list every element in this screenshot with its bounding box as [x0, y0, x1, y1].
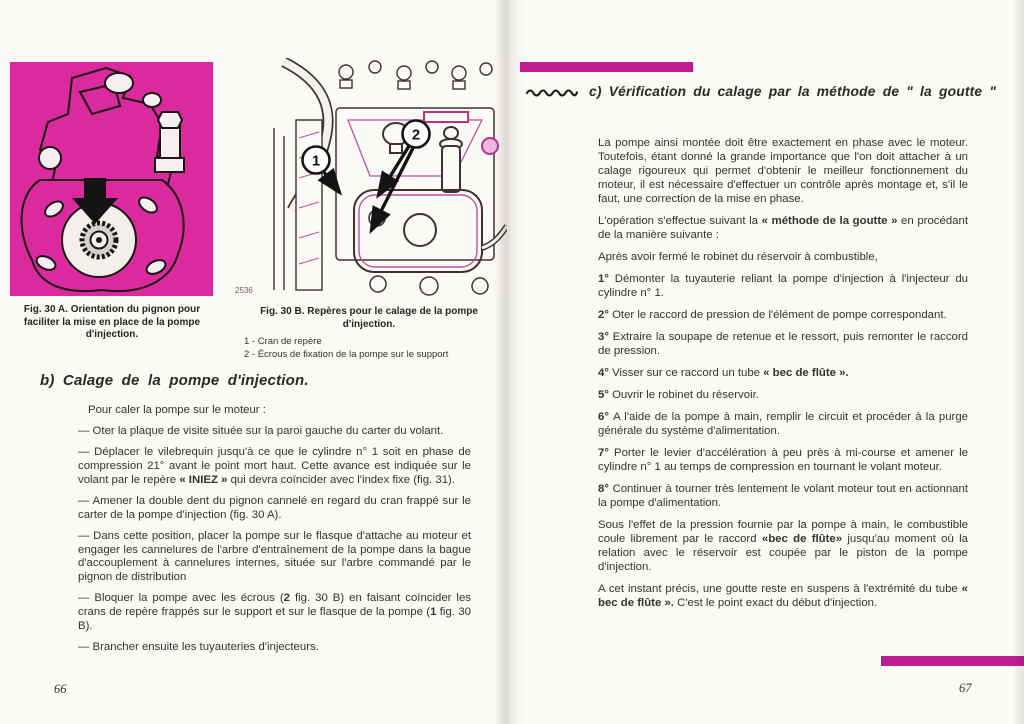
accent-bar-bottom: [881, 656, 1024, 666]
paragraph: L'opération s'effectue suivant la « méthode de la goutte » en procédant de la manière suivante :: [598, 215, 968, 241]
step-item: 2° Oter le raccord de pression de l'élément de pompe correspondant.: [598, 309, 947, 321]
page-number-right: 67: [959, 681, 972, 695]
accent-bar-top: [520, 62, 693, 72]
step-item: 7° Porter le levier d'accélération à peu près à mi-course et amener le cylindre n° 1 au temps de compression en tournant le volant moteur.: [598, 447, 968, 473]
callout-1-label: 1: [311, 152, 321, 170]
figure-30b: [228, 58, 507, 298]
figure-30b-image: [228, 58, 507, 298]
figure-30b-legend-item: 2 - Écrous de fixation de la pompe sur le support: [244, 349, 449, 360]
intro-line: Pour caler la pompe sur le moteur :: [88, 404, 266, 416]
callout-2-badge: [403, 121, 430, 148]
step-item: 5° Ouvrir le robinet du réservoir.: [598, 389, 759, 401]
plate-number: 2536: [235, 286, 253, 295]
figure-30a: [10, 62, 213, 296]
figure-30b-caption-block: [236, 306, 502, 361]
paragraph: Après avoir fermé le robinet du réservoir à combustible,: [598, 251, 878, 263]
section-heading-b: b) Calage de la pompe d'injection.: [40, 372, 309, 389]
paragraph: La pompe ainsi montée doit être exactement en phase avec le moteur. Toutefois, étant donné la grande importance que l'on doit attacher à un calage rigoureux qui permet d'obtenir le meilleur fonctionnement du moteur, il est nécessaire d'effectuer un contrôle après montage et, s'il le faut, une correction de la mise en phase.: [598, 137, 968, 205]
instruction-item: — Brancher ensuite les tuyauteries d'injecteurs.: [78, 640, 319, 653]
step-item: 8° Continuer à tourner très lentement le volant moteur tout en actionnant la pompe d'alimentation.: [598, 483, 968, 509]
left-body-text: [78, 404, 471, 662]
step-item: 6° A l'aide de la pompe à main, remplir le circuit et procéder à la purge générale du système d'alimentation.: [598, 411, 968, 437]
step-item: 3° Extraire la soupape de retenue et le ressort, puis remonter le raccord de pression.: [598, 331, 969, 357]
right-body-text: [598, 136, 968, 618]
callout-2-label: 2: [411, 126, 421, 144]
page-edge-shadow: [1012, 0, 1024, 724]
instruction-item: — Bloquer la pompe avec les écrous (2 fig. 30 B) en faisant coïncider les crans de repère frappés sur le support et sur le flasque de la pompe (1 fig. 30 B).: [78, 592, 471, 632]
step-item: 1° Démonter la tuyauterie reliant la pompe d'injection à l'injecteur du cylindre n° 1.: [598, 273, 968, 299]
wavy-line-icon: [526, 86, 578, 98]
page-number-left: 66: [54, 682, 67, 696]
figure-30b-caption: Fig. 30 B. Repères pour le calage de la pompe d'injection.: [260, 306, 478, 330]
figure-30a-caption: Fig. 30 A. Orientation du pignon pour faciliter la mise en place de la pompe d'injection.: [23, 304, 201, 340]
section-heading-c: c) Vérification du calage par la méthode de " la goutte ": [589, 84, 997, 99]
paragraph: Sous l'effet de la pression fournie par la pompe à main, le combustible coule librement par le raccord «bec de flûte» jusqu'au moment où la relation avec le réservoir est coupée par le piston de la pompe d'injection.: [598, 519, 968, 573]
step-item: 4° Visser sur ce raccord un tube « bec de flûte ».: [598, 367, 849, 379]
figure-30b-legend-item: 1 - Cran de repère: [244, 336, 322, 347]
callout-1-badge: [303, 147, 330, 174]
instruction-item: — Amener la double dent du pignon cannelé en regard du cran frappé sur le carter de la pompe d'injection (fig. 30 A).: [78, 495, 471, 521]
instruction-item: — Oter la plaque de visite située sur la paroi gauche du carter du volant.: [78, 425, 444, 438]
figure-30a-image: [10, 62, 213, 296]
instruction-item: — Dans cette position, placer la pompe sur le flasque d'attache au moteur et engager les cannelures de l'arbre d'entraînement de la pompe dans la bague d'accouplement à cannelures internes, située sur l'arbre commandé par le pignon de distribution: [78, 529, 471, 584]
paragraph: A cet instant précis, une goutte reste en suspens à l'extrémité du tube « bec de flûte ». C'est le point exact du début d'injection.: [598, 583, 968, 609]
instruction-item: — Déplacer le vilebrequin jusqu'à ce que le cylindre n° 1 soit en phase de compression 21° avant le point mort haut. Cette avance est indiquée sur le volant par le repère « INIEZ » qui devra coïncider avec l'index fixe (fig. 31).: [78, 446, 471, 486]
